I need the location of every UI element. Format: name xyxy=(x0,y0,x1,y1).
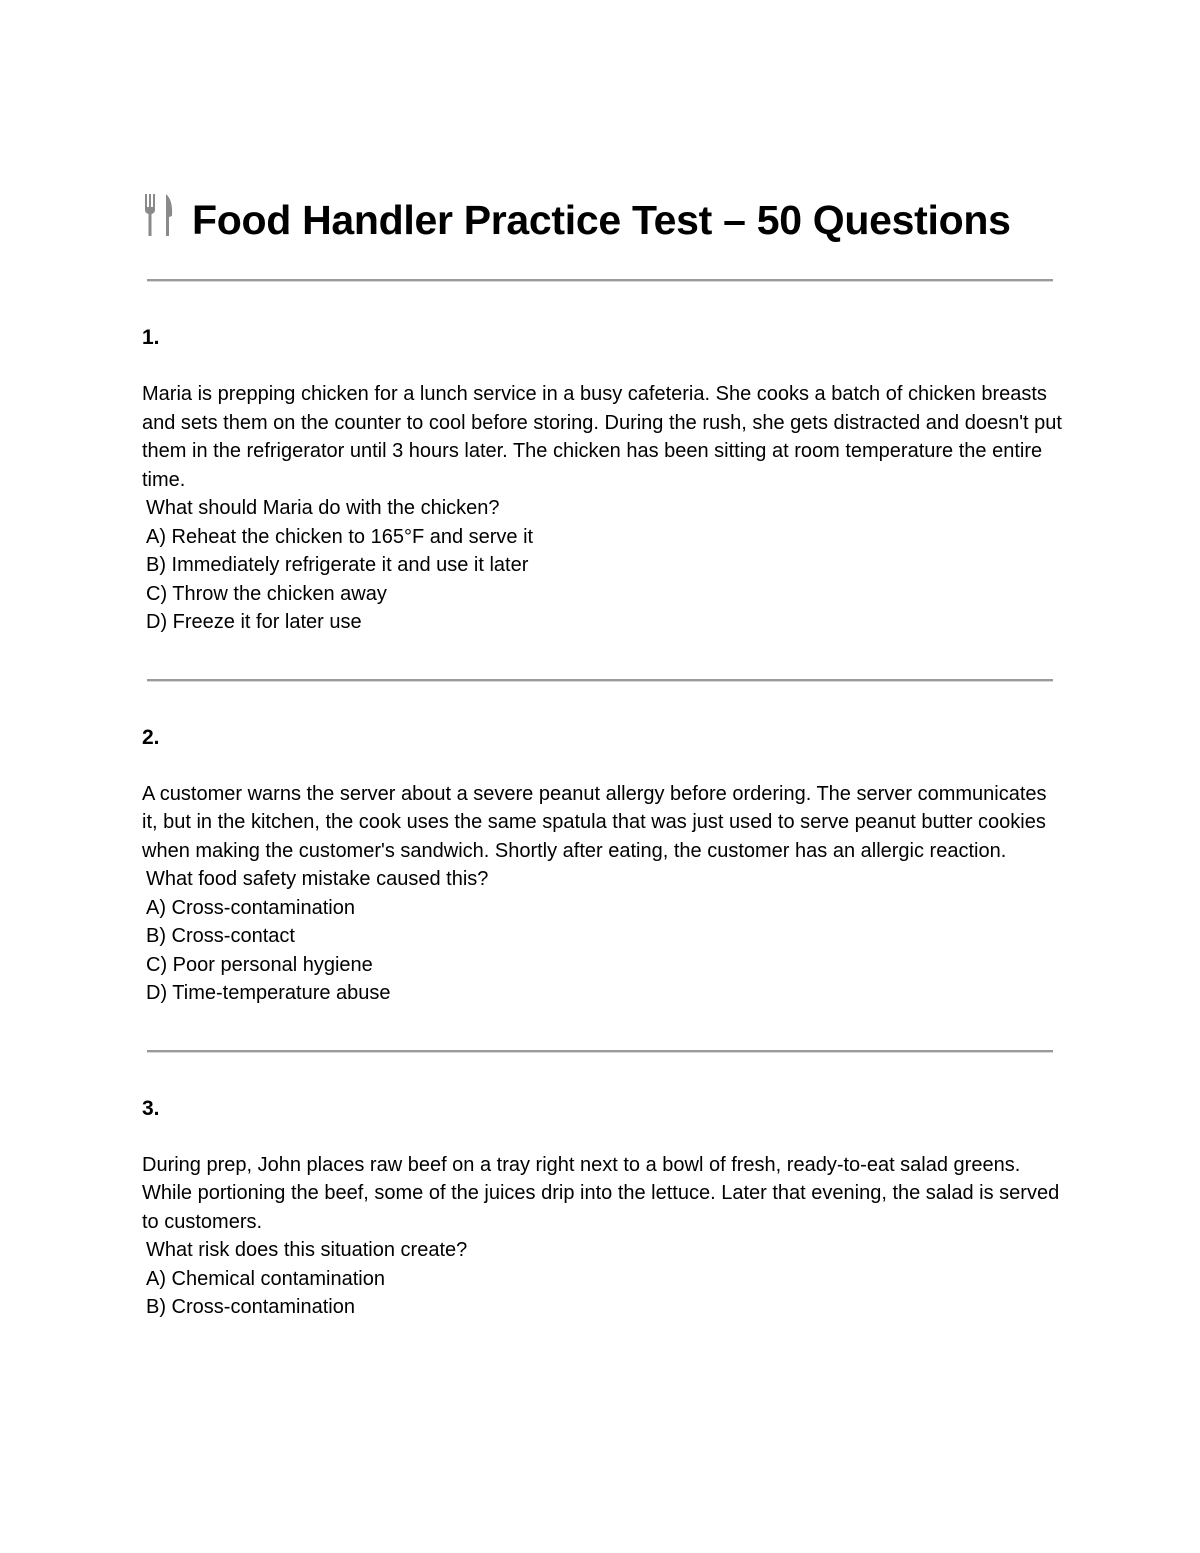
question-1 xyxy=(142,326,1068,637)
answer-options xyxy=(142,523,1062,637)
answer-option-a: A) Cross-contamination xyxy=(146,896,355,919)
answer-options xyxy=(142,894,1062,1008)
question-scenario: Maria is prepping chicken for a lunch service in a busy cafeteria. She cooks a batch of chicken breasts and sets them on the counter to cool before storing. During the rush, she gets distracted and doesn't put them in the refrigerator until 3 hours later. The chicken has been sitting at room temperature the entire time. xyxy=(142,383,1068,491)
answer-options xyxy=(142,1265,1062,1322)
question-prompt: What food safety mistake caused this? xyxy=(146,868,489,890)
question-scenario: A customer warns the server about a severe peanut allergy before ordering. The server communicates it, but in the kitchen, the cook uses the same spatula that was just used to serve peanut butter cookies when making the customer's sandwich. Shortly after eating, the customer has an allergic reaction. xyxy=(142,782,1053,862)
answer-option-d: D) Freeze it for later use xyxy=(146,611,362,633)
question-prompt: What should Maria do with the chicken? xyxy=(146,497,500,519)
document-page xyxy=(142,188,1068,1322)
answer-option-d: D) Time-temperature abuse xyxy=(146,982,391,1004)
answer-option-b: B) Cross-contact xyxy=(146,925,295,947)
answer-option-b: B) Immediately refrigerate it and use it later xyxy=(146,554,529,576)
question-scenario: During prep, John places raw beef on a tray right next to a bowl of fresh, ready-to-eat salad greens. While portioning the beef, some of the juices drip into the lettuce. Later that evening, the salad is served to customers. xyxy=(142,1153,1065,1233)
answer-option-c: C) Poor personal hygiene xyxy=(146,953,373,976)
section-divider xyxy=(147,279,1053,282)
question-3 xyxy=(142,1096,1065,1322)
question-number: 1. xyxy=(142,326,160,349)
question-number: 2. xyxy=(142,725,160,749)
section-divider xyxy=(147,1050,1053,1053)
fork-and-knife-icon xyxy=(142,192,192,238)
question-2 xyxy=(142,726,1062,1008)
document-title-text: Food Handler Practice Test – 50 Questions xyxy=(192,197,1011,243)
answer-option-c: C) Throw the chicken away xyxy=(146,582,387,605)
answer-option-a: A) Chemical contamination xyxy=(146,1267,385,1290)
answer-option-b: B) Cross-contamination xyxy=(146,1296,355,1318)
question-number: 3. xyxy=(142,1096,160,1120)
answer-option-a: A) Reheat the chicken to 165°F and serve it xyxy=(146,525,534,548)
question-prompt: What risk does this situation create? xyxy=(146,1239,468,1261)
document-title xyxy=(142,188,1062,249)
section-divider xyxy=(147,679,1053,682)
